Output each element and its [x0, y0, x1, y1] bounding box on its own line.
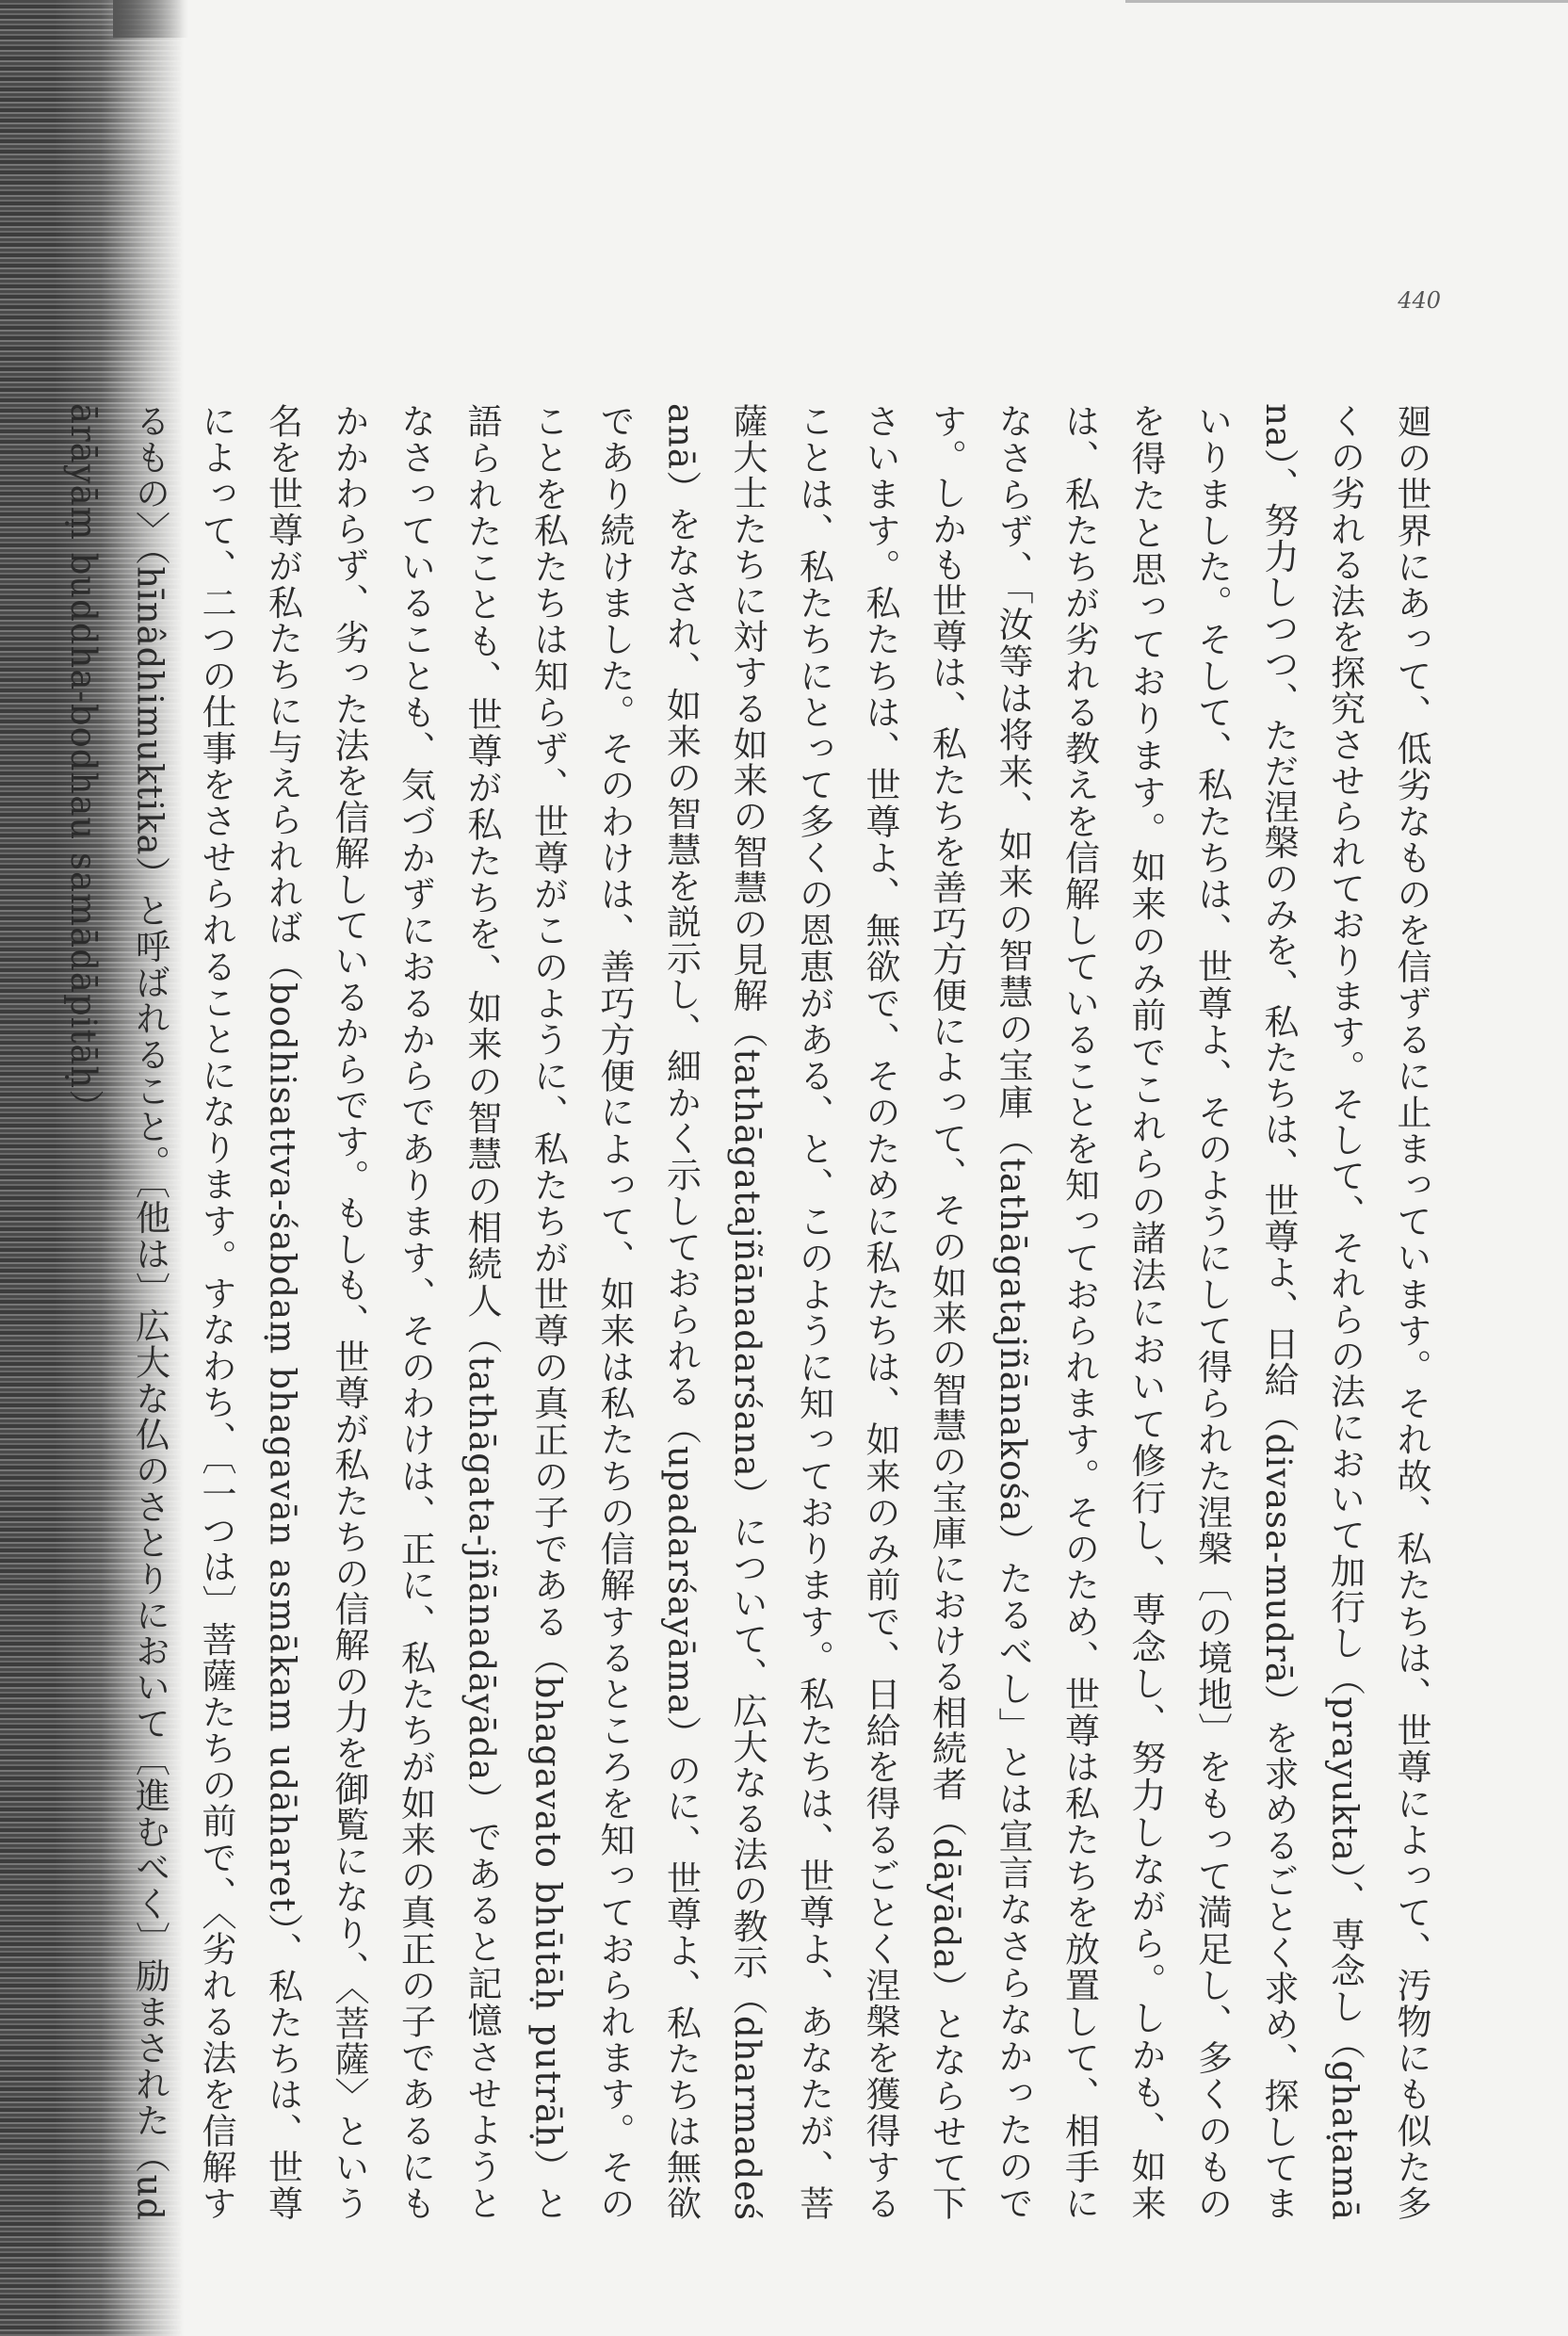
body-text-vertical: 廻の世界にあって、低劣なものを信ずるに止まっています。それ故、私たちは、世尊によって、汚物にも似た多くの劣れる法を探究させられております。そして、それらの法において加行し（prayukta）、専念し（ghaṭamāna）、努力しつつ、ただ涅槃のみを、私たちは、世尊よ、日給（divasa-mudrā）を求めるごとく求め、探してまいりました。そして、私たちは、世尊よ、そのようにして得られた涅槃〔の境地〕をもって満足し、多くのものを得たと思っております。如来のみ前でこれらの諸法において修行し、専念し、努力しながら。しかも、如来は、私たちが劣れる教えを信解していることを知っておられます。そのため、世尊は私たちを放置して、相手になさらず、「汝等は将来、如来の智慧の宝庫（tathāgatajñānakośa）たるべし」とは宣言なさらなかったのです。しかも世尊は、私たちを善巧方便によって、その如来の智慧の宝庫における相続者（dāyāda）とならせて下さいます。私たちは、世尊よ、無欲で、そのために私たちは、如来のみ前で、日給を得るごとく涅槃を獲得することは、私たちにとって多くの恩恵がある、と、このように知っております。私たちは、世尊よ、あなたが、菩薩大士たちに対する如来の智慧の見解（tathāgatajñānadarśana）について、広大なる法の教示（dharmadeśanā）をなされ、如来の智慧を説示し、細かく示しておられる（upadarśayāma）のに、世尊よ、私たちは無欲であり続けました。そのわけは、善巧方便によって、如来は私たちの信解するところを知っておられます。そのことを私たちは知らず、世尊がこのように、私たちが世尊の真正の子である（bhagavato bhūtāḥ putrāḥ）と語られたことも、世尊が私たちを、如来の智慧の相続人（tathāgata-jñānadāyāda）であると記憶させようとなさっていることも、気づかずにおるからであります、そのわけは、正に、私たちが如来の真正の子であるにもかかわらず、劣った法を信解しているからです。もしも、世尊が私たちの信解の力を御覧になり、〈菩薩〉という名を世尊が私たちに与えられれば（bodhisattva-śabdaṃ bhagavān asmākam udāharet）、私たちは、世尊によって、二つの仕事をさせられることになります。すなわち、〔一つは〕菩薩たちの前で、〈劣れる法を信解するもの〉（hīnâdhimuktika）と呼ばれること。〔他は〕広大な仏のさとりにおいて〔進むべく〕励まされた（udārāyāṃ buddha-bodhau samādāpitāḥ） [63, 403, 1431, 2222]
page-number: 440 [1398, 287, 1441, 314]
scan-edge-top-shadow [113, 0, 188, 38]
top-edge-line [1125, 0, 1568, 3]
